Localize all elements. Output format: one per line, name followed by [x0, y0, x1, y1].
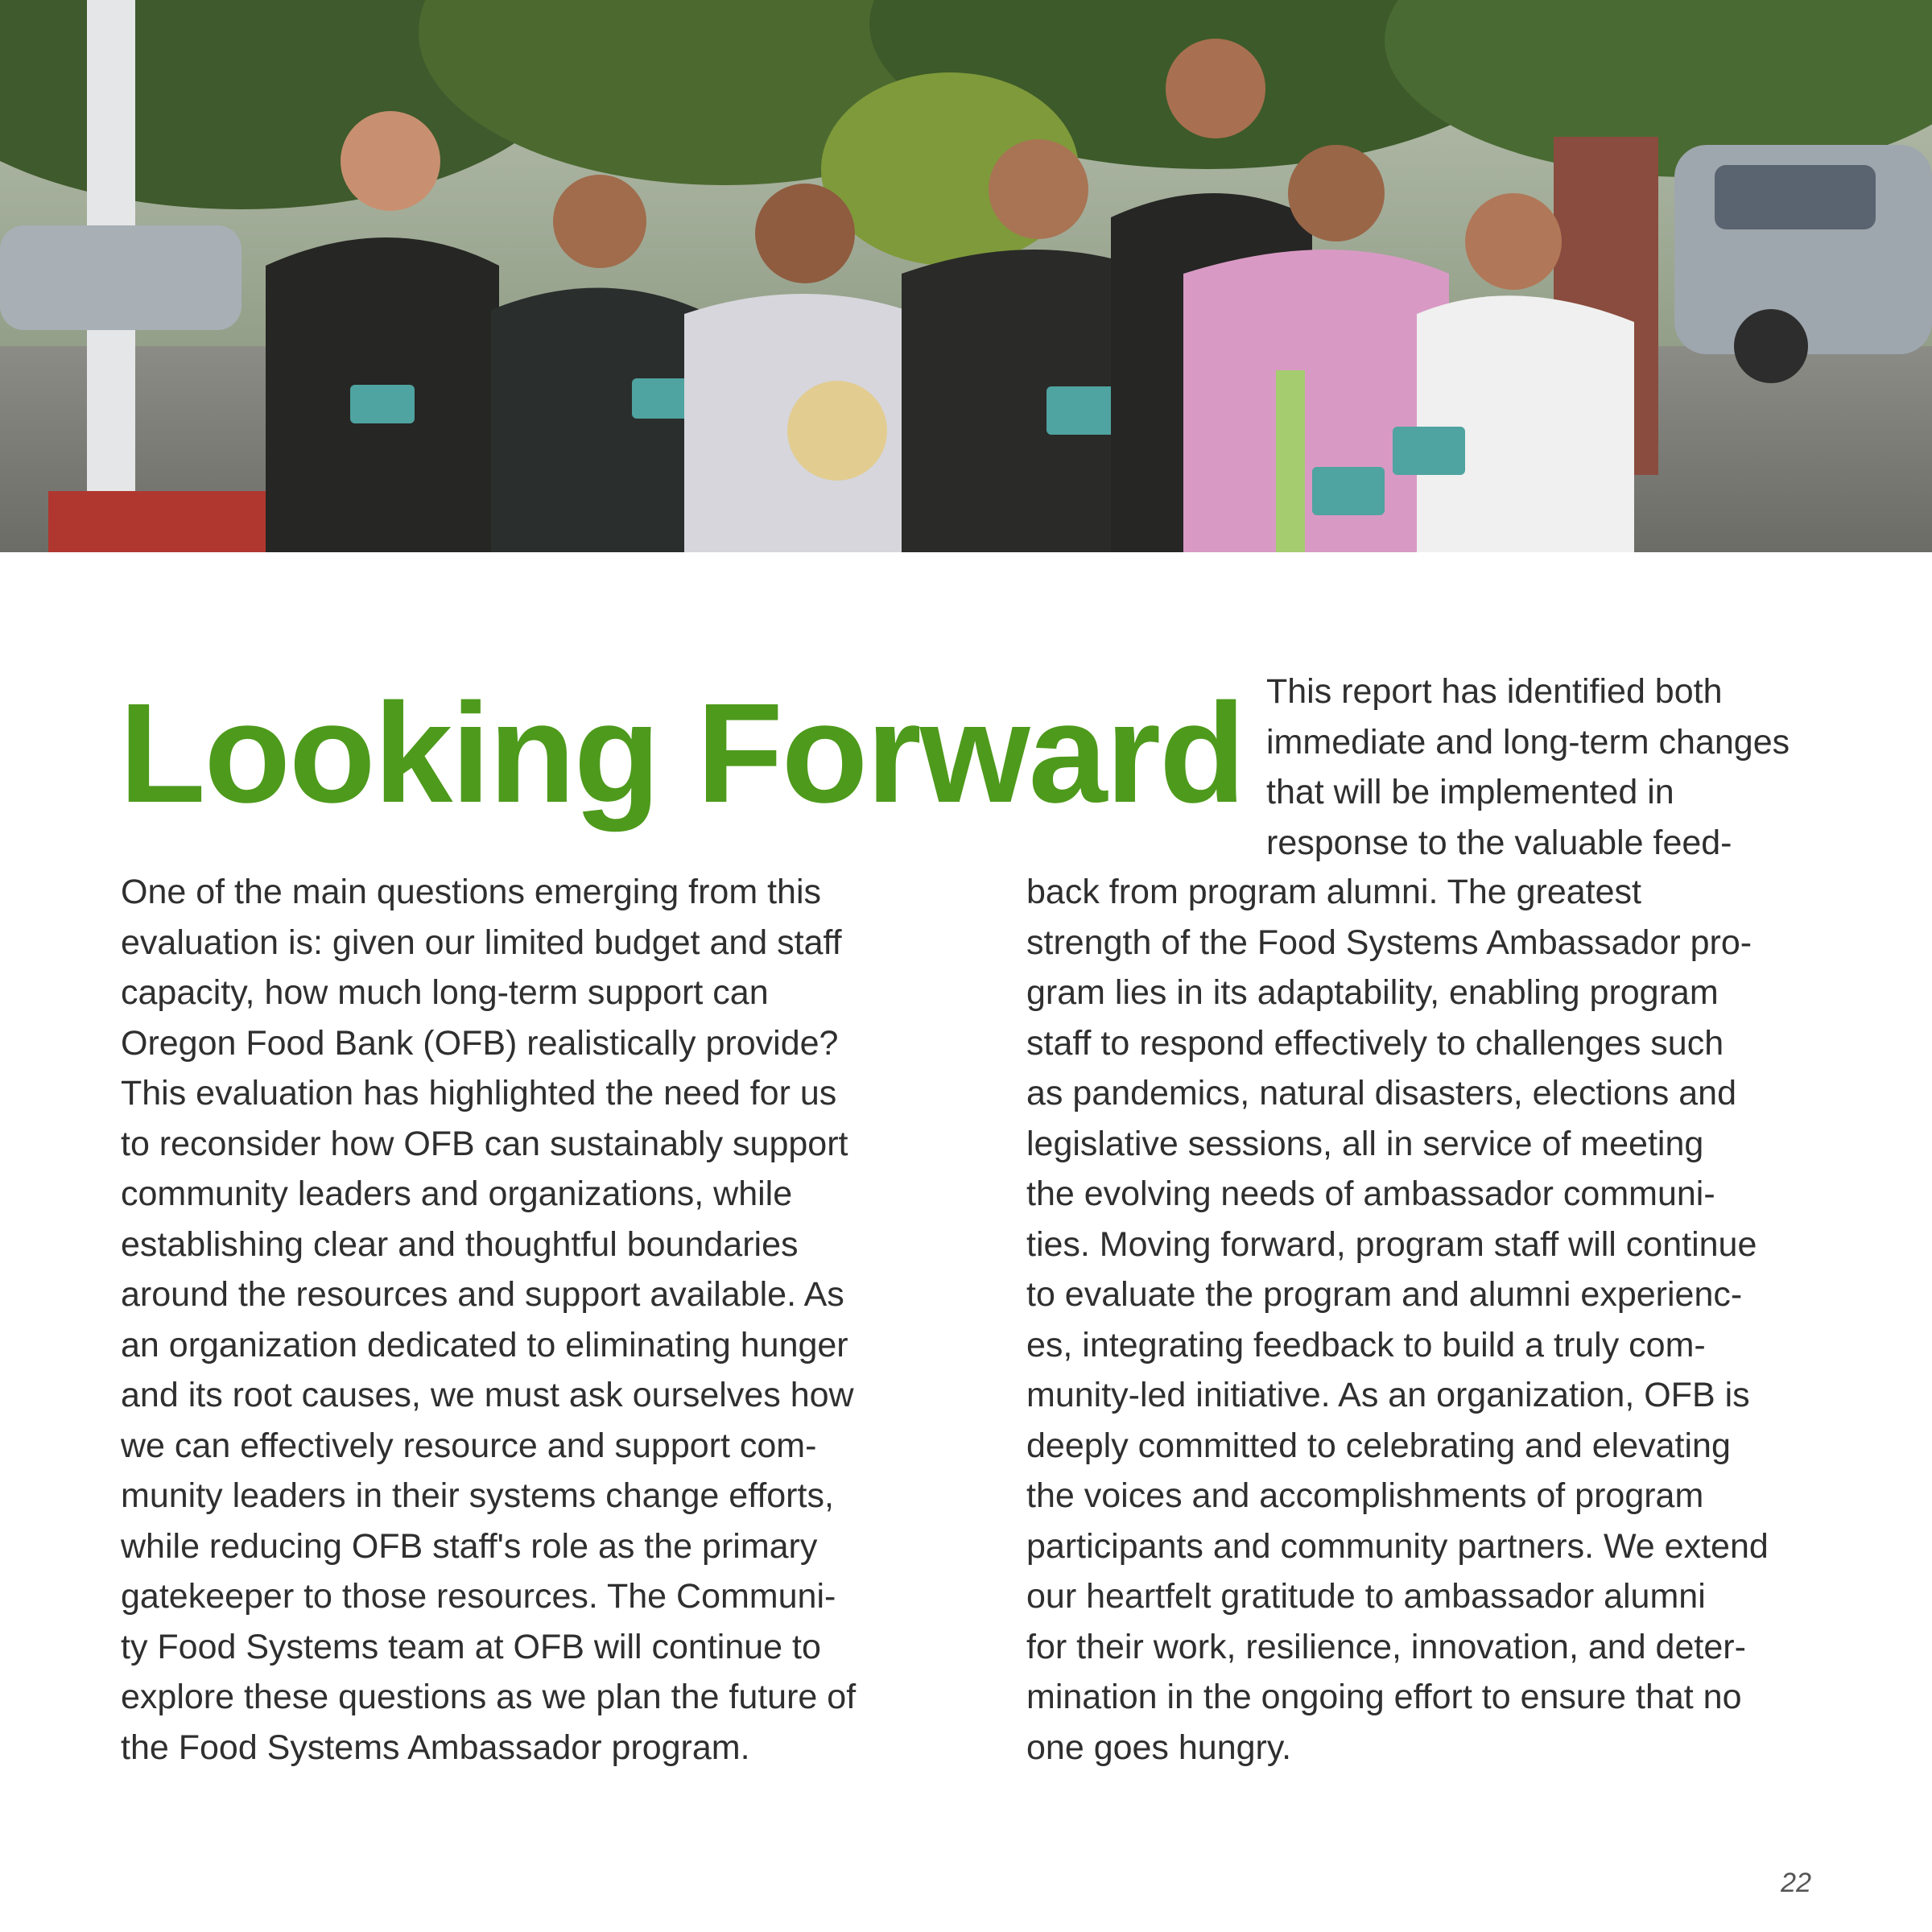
text-line: the Food Systems Ambassador program. [121, 1728, 750, 1767]
text-line: to evaluate the program and alumni experienc- [1026, 1275, 1743, 1314]
text-line: munity-led initiative. As an organization, OFB is [1026, 1376, 1750, 1414]
text-line: Oregon Food Bank (OFB) realistically provide? [121, 1023, 839, 1063]
text-line: evaluation is: given our limited budget and staff [121, 923, 842, 962]
group-photo-icon [0, 0, 1932, 552]
text-line: as pandemics, natural disasters, elections and [1026, 1074, 1736, 1113]
text-line: back from program alumni. The greatest [1026, 873, 1641, 911]
text-line: an organization dedicated to eliminating hunger [121, 1325, 848, 1364]
text-line: immediate and long-term changes [1266, 722, 1790, 762]
text-line: strength of the Food Systems Ambassador pro- [1026, 923, 1752, 962]
right-column-intro [1266, 667, 1830, 868]
text-line: es, integrating feedback to build a truly com- [1026, 1325, 1706, 1364]
text-line: mination in the ongoing effort to ensure that no [1026, 1678, 1742, 1716]
text-line: ty Food Systems team at OFB will continue to [121, 1627, 821, 1666]
page-number: 22 [1781, 1868, 1811, 1898]
text-line: community leaders and organizations, while [121, 1174, 793, 1213]
left-column-paragraph [121, 867, 942, 1773]
text-line: response to the valuable feed- [1266, 823, 1732, 862]
text-line: one goes hungry. [1026, 1728, 1292, 1767]
text-line: ties. Moving forward, program staff will continue [1026, 1224, 1757, 1264]
text-line: we can effectively resource and support com- [121, 1426, 817, 1465]
text-line: This evaluation has highlighted the need for us [121, 1074, 837, 1113]
text-line: establishing clear and thoughtful boundaries [121, 1224, 799, 1264]
text-line: gatekeeper to those resources. The Communi- [121, 1577, 836, 1616]
text-line: for their work, resilience, innovation, and deter- [1026, 1627, 1746, 1666]
right-column-paragraph [1026, 867, 1831, 1773]
text-line: legislative sessions, all in service of meeting [1026, 1124, 1704, 1163]
text-line: deeply committed to celebrating and elevating [1026, 1426, 1731, 1465]
text-line: to reconsider how OFB can sustainably support [121, 1124, 848, 1163]
text-line: This report has identified both [1266, 672, 1723, 711]
text-line: gram lies in its adaptability, enabling program [1026, 973, 1719, 1012]
header-photo [0, 0, 1932, 552]
text-line: One of the main questions emerging from this [121, 873, 821, 911]
text-line: while reducing OFB staff's role as the primary [121, 1526, 818, 1566]
text-line: munity leaders in their systems change efforts, [121, 1476, 834, 1515]
text-line: capacity, how much long-term support can [121, 973, 769, 1012]
text-line: explore these questions as we plan the future of [121, 1678, 857, 1716]
text-line: participants and community partners. We extend [1026, 1526, 1769, 1566]
text-line: the evolving needs of ambassador communi- [1026, 1174, 1715, 1213]
text-line: around the resources and support available. As [121, 1275, 844, 1314]
text-line: our heartfelt gratitude to ambassador alumni [1026, 1577, 1706, 1616]
page-title: Looking Forward [119, 675, 1245, 832]
text-line: the voices and accomplishments of program [1026, 1476, 1704, 1515]
text-line: and its root causes, we must ask ourselves how [121, 1376, 854, 1414]
text-line: staff to respond effectively to challenges such [1026, 1023, 1724, 1063]
text-line: that will be implemented in [1266, 773, 1674, 811]
